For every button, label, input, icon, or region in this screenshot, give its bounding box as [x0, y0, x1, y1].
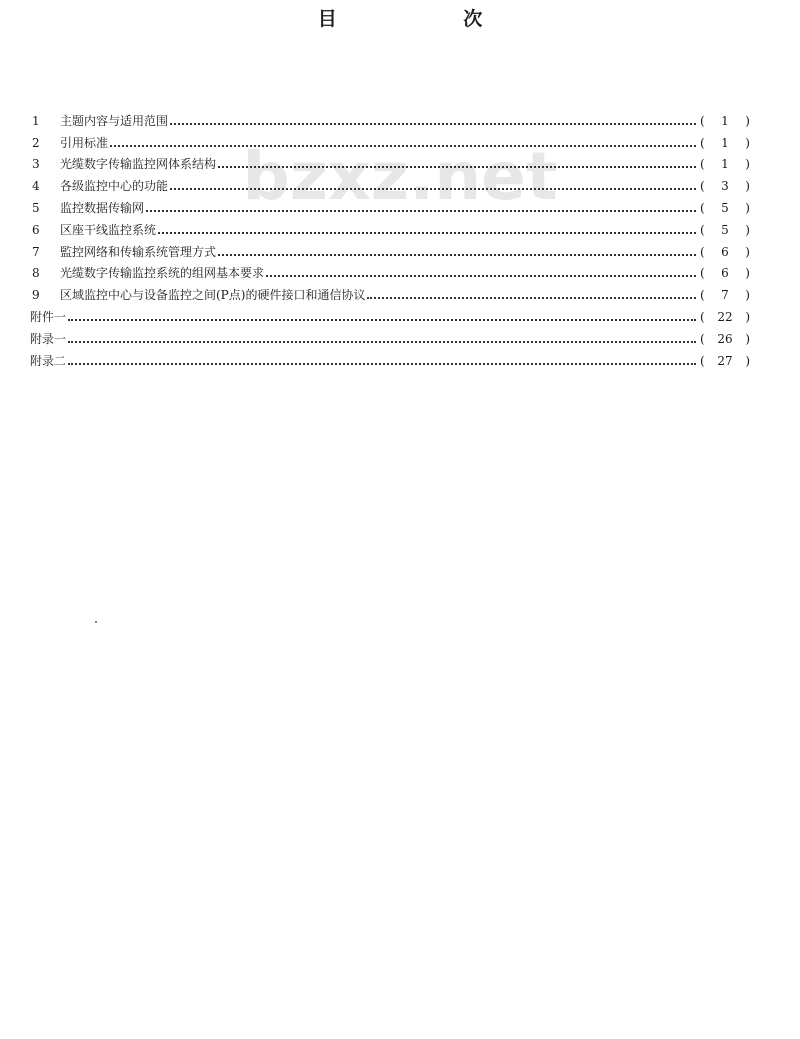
toc-leader [170, 123, 696, 125]
toc-page: ( 1 ) [700, 157, 750, 172]
toc-entry[interactable] [30, 171, 752, 193]
toc-entry[interactable] [30, 237, 752, 259]
toc-page-number: 1 [721, 113, 729, 128]
toc-page: ( 22 ) [700, 309, 750, 324]
toc-label: 光缆数字传输监控网体系结构 [60, 157, 217, 172]
toc-label: 引用标准 [60, 135, 109, 150]
toc-page: ( 1 ) [700, 135, 750, 150]
toc-entry[interactable] [30, 324, 752, 346]
toc-page-number: 3 [721, 179, 729, 194]
toc-entry[interactable] [30, 280, 752, 302]
toc-label: 监控数据传输网 [60, 200, 145, 215]
stray-dot [95, 621, 97, 623]
toc-number: 3 [32, 157, 40, 172]
toc-number: 5 [32, 200, 40, 215]
toc-page-number: 26 [717, 331, 733, 346]
toc-number: 7 [32, 244, 40, 259]
toc-page: ( 26 ) [700, 331, 750, 346]
toc-number: 8 [32, 266, 40, 281]
toc-leader [68, 341, 696, 343]
toc-number: 4 [32, 179, 40, 194]
toc-entry[interactable] [30, 150, 752, 172]
toc-page: ( 5 ) [700, 200, 750, 215]
toc-leader [218, 254, 696, 256]
toc-entry[interactable] [30, 346, 752, 368]
toc-entry[interactable] [30, 302, 752, 324]
toc-entry[interactable] [30, 215, 752, 237]
table-of-contents [30, 106, 752, 368]
toc-leader [158, 232, 696, 234]
toc-page-number: 1 [721, 157, 729, 172]
toc-entry[interactable] [30, 106, 752, 128]
toc-page: ( 7 ) [700, 288, 750, 303]
toc-page: ( 27 ) [700, 353, 750, 368]
toc-entry[interactable] [30, 259, 752, 281]
toc-label: 区域监控中心与设备监控之间(P点)的硬件接口和通信协议 [60, 288, 366, 303]
toc-label: 附录二 [30, 353, 67, 368]
toc-page-number: 6 [721, 244, 729, 259]
toc-leader [68, 363, 696, 365]
page-title: 目 次 [317, 8, 543, 30]
toc-page: ( 5 ) [700, 222, 750, 237]
toc-page: ( 6 ) [700, 244, 750, 259]
toc-page-number: 5 [721, 222, 729, 237]
toc-page-number: 27 [717, 353, 733, 368]
toc-leader [110, 145, 696, 147]
toc-page: ( 1 ) [700, 113, 750, 128]
toc-page-number: 6 [721, 266, 729, 281]
toc-leader [218, 166, 696, 168]
toc-page-number: 22 [717, 309, 733, 324]
toc-entry[interactable] [30, 193, 752, 215]
toc-label: 光缆数字传输监控系统的组网基本要求 [60, 266, 265, 281]
toc-label: 附录一 [30, 331, 67, 346]
toc-label: 各级监控中心的功能 [60, 179, 169, 194]
toc-number: 1 [32, 113, 40, 128]
toc-leader [146, 210, 696, 212]
toc-label: 区座干线监控系统 [60, 222, 157, 237]
toc-leader [170, 188, 696, 190]
toc-leader [367, 297, 696, 299]
toc-page-number: 1 [721, 135, 729, 150]
toc-number: 2 [32, 135, 40, 150]
toc-leader [68, 319, 696, 321]
toc-number: 9 [32, 288, 40, 303]
toc-page: ( 3 ) [700, 179, 750, 194]
toc-entry[interactable] [30, 128, 752, 150]
toc-page: ( 6 ) [700, 266, 750, 281]
toc-page-number: 5 [721, 200, 729, 215]
toc-label: 附件一 [30, 309, 67, 324]
toc-leader [266, 275, 696, 277]
watermark: bzxz.net [242, 138, 558, 215]
toc-label: 監控网络和传输系统管理方式 [60, 244, 217, 259]
toc-page-number: 7 [721, 288, 729, 303]
toc-number: 6 [32, 222, 40, 237]
toc-label: 主题内容与适用范围 [60, 113, 169, 128]
